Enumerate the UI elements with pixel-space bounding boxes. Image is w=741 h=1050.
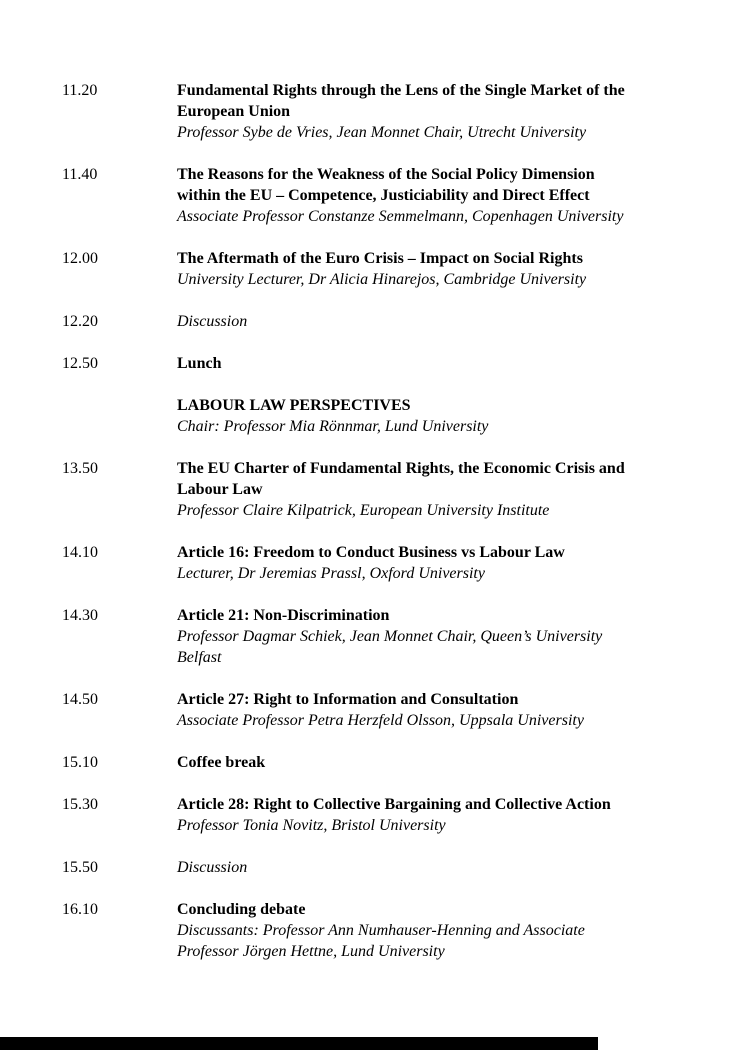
session-title-line: The Aftermath of the Euro Crisis – Impact on Social Rights (177, 250, 583, 267)
session-speaker-line: Lecturer, Dr Jeremias Prassl, Oxford University (177, 565, 485, 582)
schedule-row (62, 794, 705, 836)
session-speaker-line: Discussion (177, 313, 248, 330)
schedule-row (62, 605, 705, 668)
session-content (177, 395, 705, 437)
session-content (177, 353, 705, 374)
schedule-list (62, 80, 705, 962)
time-label: 15.30 (62, 796, 98, 813)
session-content (177, 752, 705, 773)
schedule-row (62, 857, 705, 878)
schedule-row (62, 899, 705, 962)
session-content (177, 794, 705, 836)
time-label: 13.50 (62, 460, 98, 477)
session-title-line: The EU Charter of Fundamental Rights, the Economic Crisis and (177, 460, 625, 477)
session-title-line: Article 27: Right to Information and Consultation (177, 691, 519, 708)
session-title-line: Coffee break (177, 754, 266, 771)
schedule-row (62, 395, 705, 437)
session-content (177, 458, 705, 521)
schedule-row (62, 542, 705, 584)
session-speaker-line: Associate Professor Petra Herzfeld Olsson, Uppsala University (177, 712, 584, 729)
session-title-line: Article 21: Non-Discrimination (177, 607, 390, 624)
session-title-line: within the EU – Competence, Justiciability and Direct Effect (177, 187, 590, 204)
page-bottom-edge-bar (0, 1037, 598, 1050)
schedule-row (62, 458, 705, 521)
session-content (177, 164, 705, 227)
session-title-line: Article 16: Freedom to Conduct Business vs Labour Law (177, 544, 565, 561)
session-speaker-line: Associate Professor Constanze Semmelmann, Copenhagen University (177, 208, 624, 225)
session-title-line: The Reasons for the Weakness of the Social Policy Dimension (177, 166, 595, 183)
time-label: 11.40 (62, 166, 98, 183)
section-heading-line: LABOUR LAW PERSPECTIVES (177, 397, 411, 414)
session-content (177, 899, 705, 962)
session-content (177, 605, 705, 668)
session-title-line: Lunch (177, 355, 222, 372)
session-content (177, 80, 705, 143)
session-speaker-line: Professor Tonia Novitz, Bristol University (177, 817, 446, 834)
time-label: 11.20 (62, 82, 98, 99)
session-content (177, 857, 705, 878)
time-label: 16.10 (62, 901, 98, 918)
time-label: 14.50 (62, 691, 98, 708)
schedule-row (62, 311, 705, 332)
time-label: 12.50 (62, 355, 98, 372)
session-title-line: Concluding debate (177, 901, 306, 918)
time-label: 15.10 (62, 754, 98, 771)
session-speaker-line: Discussion (177, 859, 248, 876)
session-title-line: Fundamental Rights through the Lens of the Single Market of the (177, 82, 625, 99)
time-label: 14.30 (62, 607, 98, 624)
session-content (177, 248, 705, 290)
session-speaker-line: Chair: Professor Mia Rönnmar, Lund University (177, 418, 489, 435)
schedule-row (62, 689, 705, 731)
session-speaker-line: Professor Jörgen Hettne, Lund University (177, 943, 445, 960)
session-title-line: European Union (177, 103, 291, 120)
session-title-line: Article 28: Right to Collective Bargaining and Collective Action (177, 796, 611, 813)
session-speaker-line: University Lecturer, Dr Alicia Hinarejos, Cambridge University (177, 271, 587, 288)
time-label: 12.00 (62, 250, 98, 267)
session-speaker-line: Professor Claire Kilpatrick, European University Institute (177, 502, 550, 519)
session-title-line: Labour Law (177, 481, 263, 498)
session-speaker-line: Professor Sybe de Vries, Jean Monnet Chair, Utrecht University (177, 124, 587, 141)
time-label: 12.20 (62, 313, 98, 330)
schedule-row (62, 248, 705, 290)
session-speaker-line: Belfast (177, 649, 222, 666)
session-speaker-line: Professor Dagmar Schiek, Jean Monnet Chair, Queen’s University (177, 628, 603, 645)
session-content (177, 689, 705, 731)
schedule-row (62, 80, 705, 143)
time-label: 14.10 (62, 544, 98, 561)
session-content (177, 311, 705, 332)
schedule-row (62, 752, 705, 773)
session-content (177, 542, 705, 584)
session-speaker-line: Discussants: Professor Ann Numhauser-Henning and Associate (177, 922, 585, 939)
schedule-row (62, 353, 705, 374)
schedule-row (62, 164, 705, 227)
time-label: 15.50 (62, 859, 98, 876)
